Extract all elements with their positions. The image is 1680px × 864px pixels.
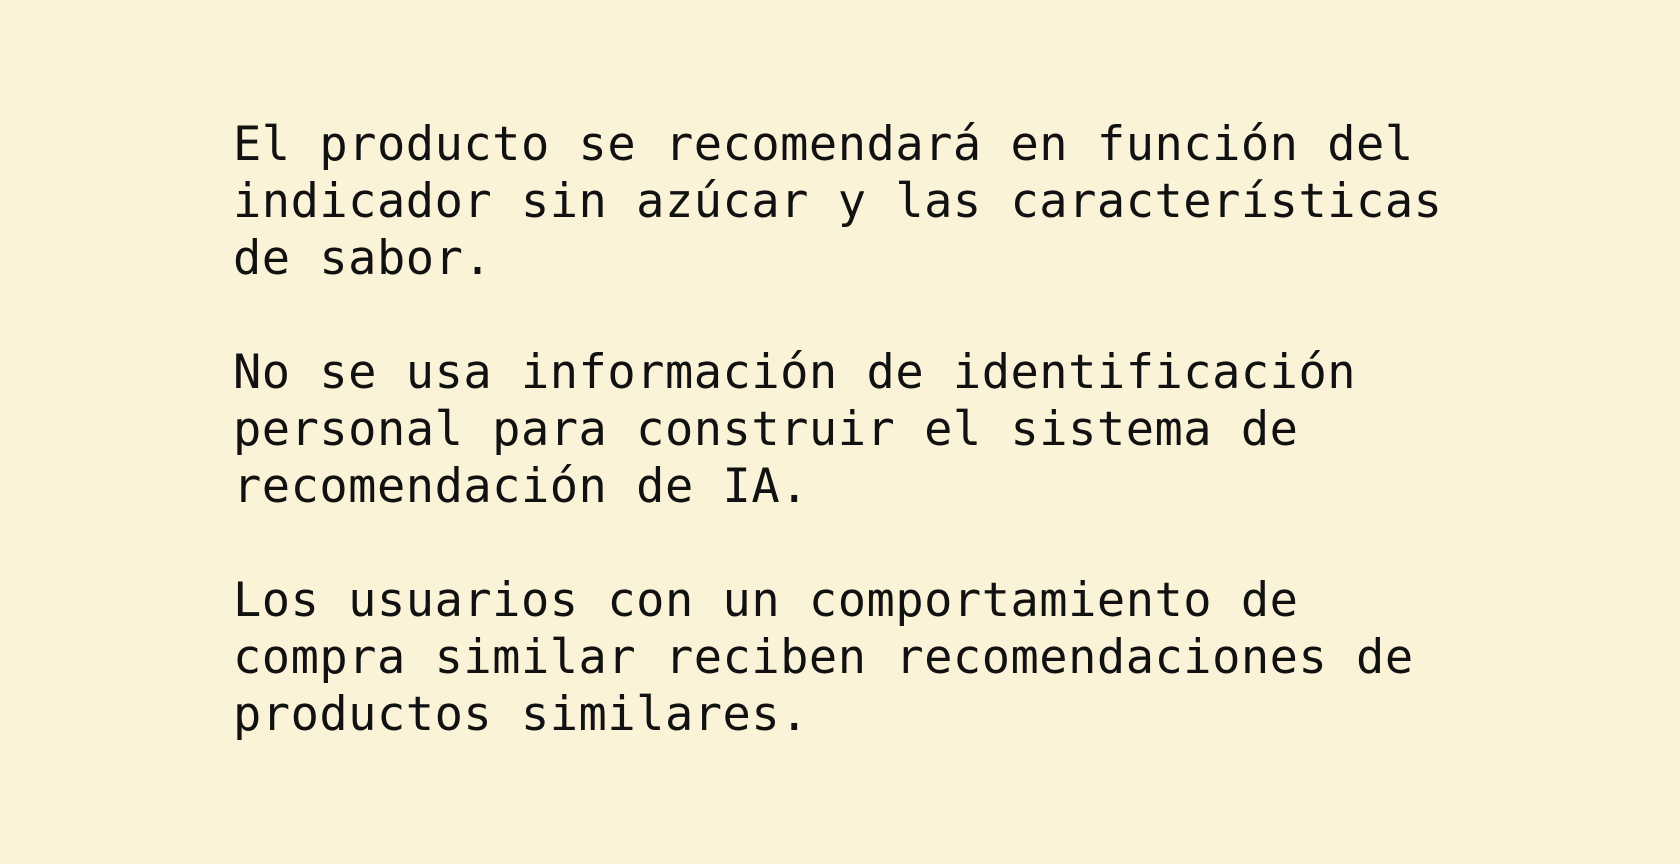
text-line: compra similar reciben recomendaciones de [233, 630, 1414, 685]
text-line: indicador sin azúcar y las características [233, 174, 1443, 229]
paragraph-privacy [233, 344, 1533, 515]
text-line: personal para construir el sistema de [233, 402, 1299, 457]
text-line: No se usa información de identificación [233, 345, 1357, 400]
text-content [233, 116, 1533, 800]
text-line: productos similares. [233, 687, 809, 742]
paragraph-similar-users [233, 572, 1533, 743]
paragraph-recommendation-basis [233, 116, 1533, 287]
text-line: de sabor. [233, 231, 493, 286]
text-line: Los usuarios con un comportamiento de [233, 573, 1299, 628]
text-line: recomendación de IA. [233, 459, 809, 514]
text-line: El producto se recomendará en función del [233, 117, 1414, 172]
